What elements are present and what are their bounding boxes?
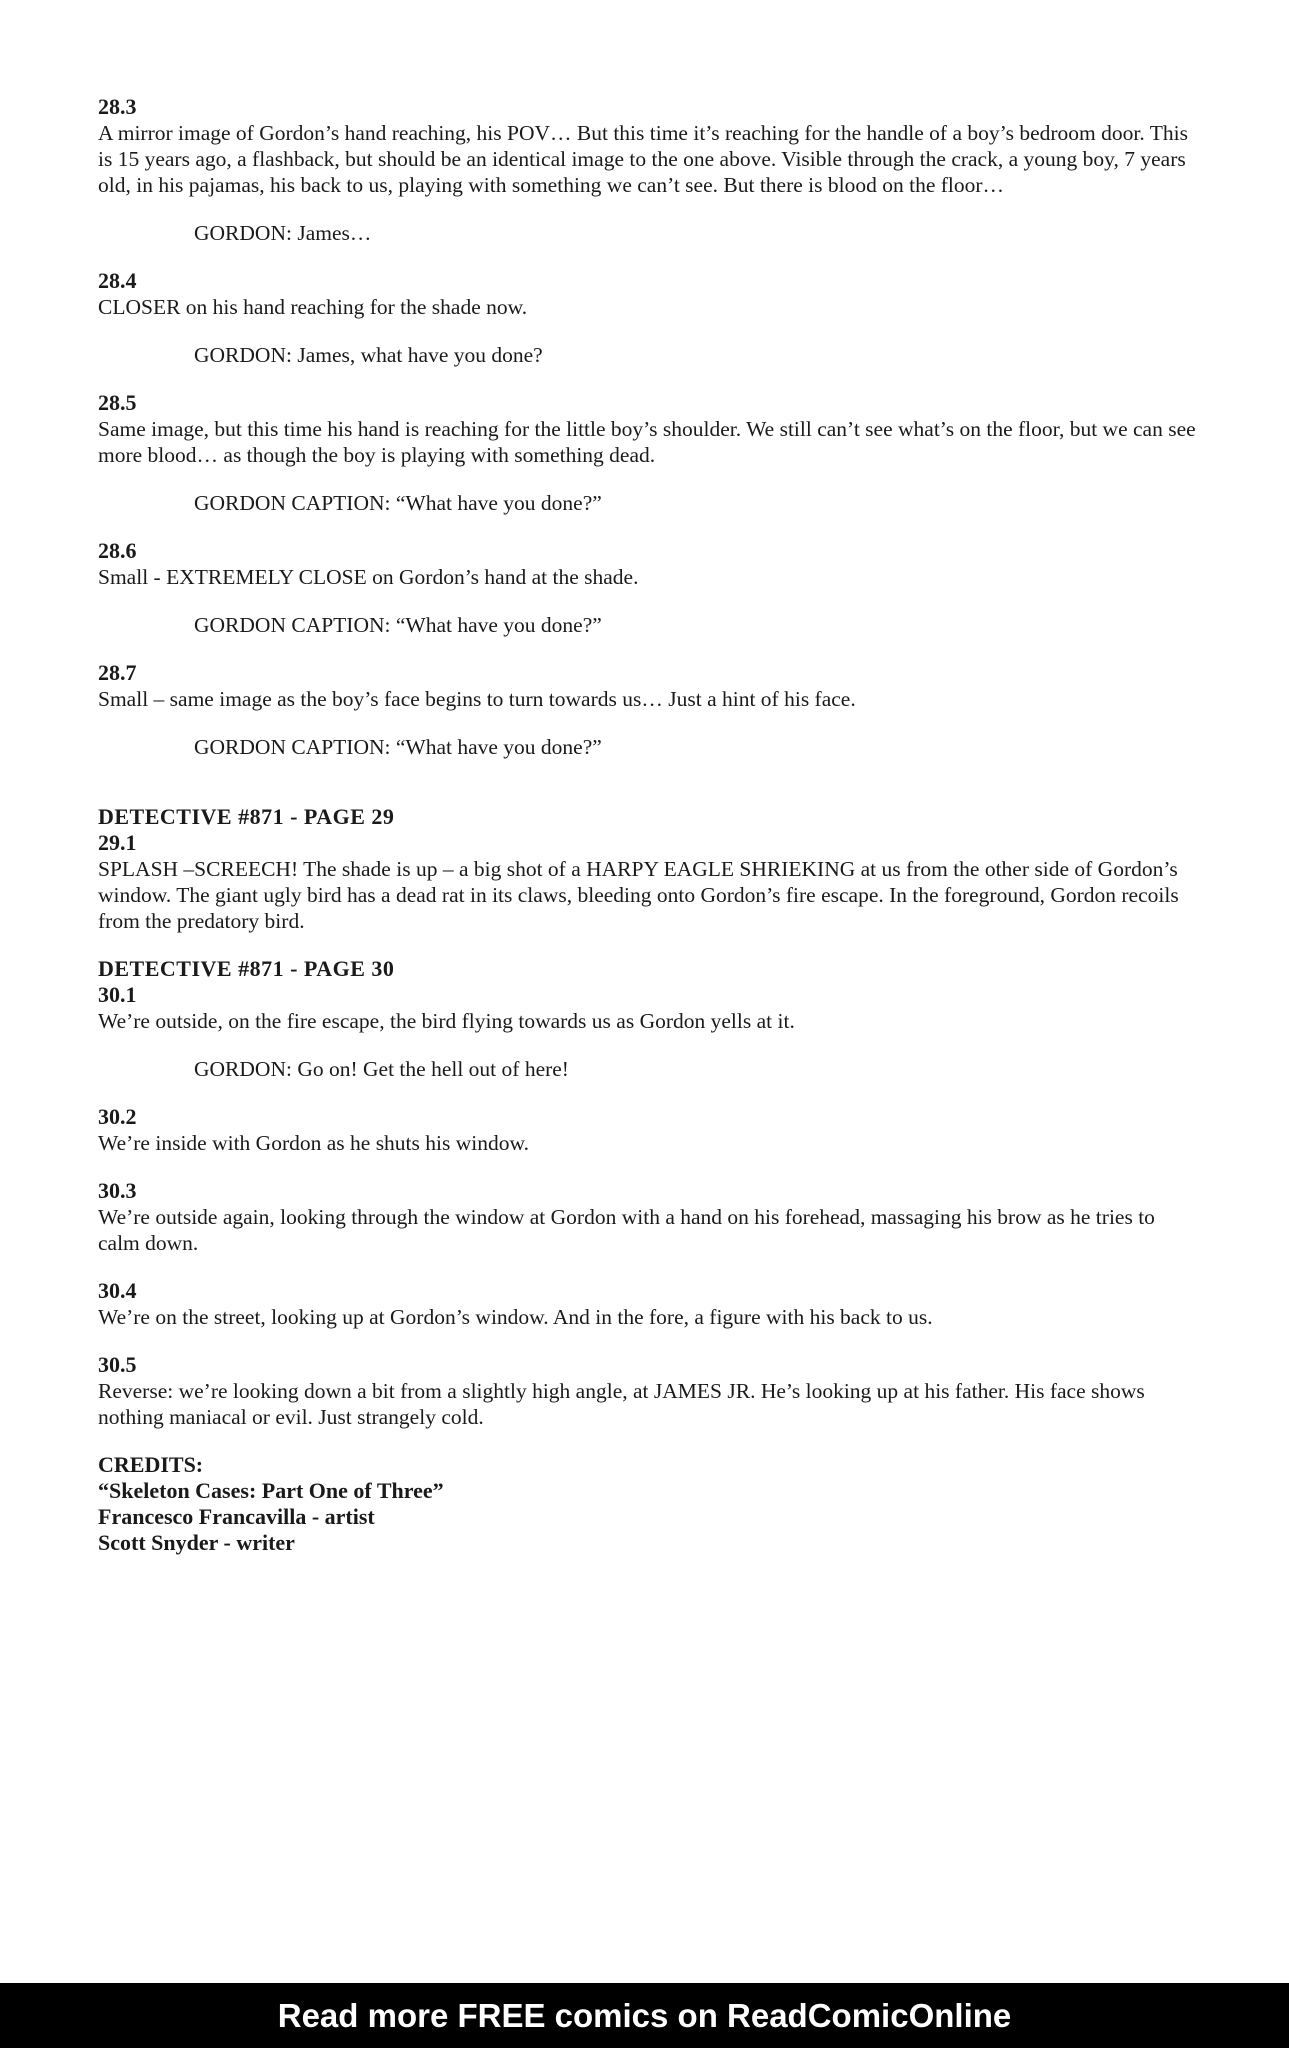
panel-number: 30.4 [98, 1278, 137, 1303]
panel-30-4 [98, 1278, 1198, 1330]
panel-description: CLOSER on his hand reaching for the shade now. [98, 295, 528, 319]
panel-dialogue: GORDON: Go on! Get the hell out of here! [194, 1057, 569, 1081]
panel-number: 28.3 [98, 94, 137, 119]
credits-block [98, 1452, 1198, 1556]
credits-heading: CREDITS: [98, 1452, 204, 1477]
panel-dialogue: GORDON CAPTION: “What have you done?” [194, 491, 602, 515]
panel-number: 28.5 [98, 390, 137, 415]
panel-29-1 [98, 830, 1198, 934]
footer-link[interactable]: Read more FREE comics on ReadComicOnline [277, 1996, 1012, 2034]
panel-number: 29.1 [98, 830, 137, 855]
panel-30-5 [98, 1352, 1198, 1430]
panel-number: 28.4 [98, 268, 137, 293]
panel-description: A mirror image of Gordon’s hand reaching, his POV… But this time it’s reaching for the handle of a boy’s bedroom door. This is 15 years ago, a flashback, but should be an identical image to the one above. Visible through the crack, a young boy, 7 years old, in his pajamas, his back to us, playing with something we can’t see. But there is blood on the floor… [98, 121, 1188, 197]
panel-28-4 [98, 268, 1198, 368]
page-header: DETECTIVE #871 - PAGE 29 [98, 804, 395, 829]
panel-30-3 [98, 1178, 1198, 1256]
panel-dialogue: GORDON CAPTION: “What have you done?” [194, 613, 602, 637]
panel-description: We’re outside, on the fire escape, the bird flying towards us as Gordon yells at it. [98, 1009, 795, 1033]
panel-28-5 [98, 390, 1198, 516]
panel-number: 30.2 [98, 1104, 137, 1129]
panel-description: We’re inside with Gordon as he shuts his window. [98, 1131, 529, 1155]
page-header: DETECTIVE #871 - PAGE 30 [98, 956, 395, 981]
panel-description: Small – same image as the boy’s face begins to turn towards us… Just a hint of his face. [98, 687, 856, 711]
panel-28-3 [98, 94, 1198, 246]
panel-dialogue: GORDON: James… [194, 221, 372, 245]
panel-number: 30.1 [98, 982, 137, 1007]
credits-title: “Skeleton Cases: Part One of Three” [98, 1478, 444, 1503]
credits-writer: Scott Snyder - writer [98, 1530, 295, 1555]
panel-30-2 [98, 1104, 1198, 1156]
panel-description: Reverse: we’re looking down a bit from a slightly high angle, at JAMES JR. He’s looking up at his father. His face shows nothing maniacal or evil. Just strangely cold. [98, 1379, 1145, 1429]
panel-description: SPLASH –SCREECH! The shade is up – a big shot of a HARPY EAGLE SHRIEKING at us from the other side of Gordon’s window. The giant ugly bird has a dead rat in its claws, bleeding onto Gordon’s fire escape. In the foreground, Gordon recoils from the predatory bird. [98, 857, 1179, 933]
panel-number: 30.5 [98, 1352, 137, 1377]
footer-banner [0, 1983, 1289, 2048]
panel-28-6 [98, 538, 1198, 638]
panel-dialogue: GORDON CAPTION: “What have you done?” [194, 735, 602, 759]
script-document [98, 94, 1198, 1556]
panel-number: 28.7 [98, 660, 137, 685]
panel-30-1 [98, 982, 1198, 1082]
panel-dialogue: GORDON: James, what have you done? [194, 343, 543, 367]
credits-artist: Francesco Francavilla - artist [98, 1504, 375, 1529]
panel-number: 30.3 [98, 1178, 137, 1203]
panel-description: We’re outside again, looking through the window at Gordon with a hand on his forehead, massaging his brow as he tries to calm down. [98, 1205, 1155, 1255]
panel-number: 28.6 [98, 538, 137, 563]
panel-description: Same image, but this time his hand is reaching for the little boy’s shoulder. We still can’t see what’s on the floor, but we can see more blood… as though the boy is playing with something dead. [98, 417, 1196, 467]
panel-description: We’re on the street, looking up at Gordon’s window. And in the fore, a figure with his back to us. [98, 1305, 933, 1329]
page-29-section [98, 804, 1198, 934]
panel-description: Small - EXTREMELY CLOSE on Gordon’s hand at the shade. [98, 565, 639, 589]
page-30-section [98, 956, 1198, 1430]
panel-28-7 [98, 660, 1198, 760]
